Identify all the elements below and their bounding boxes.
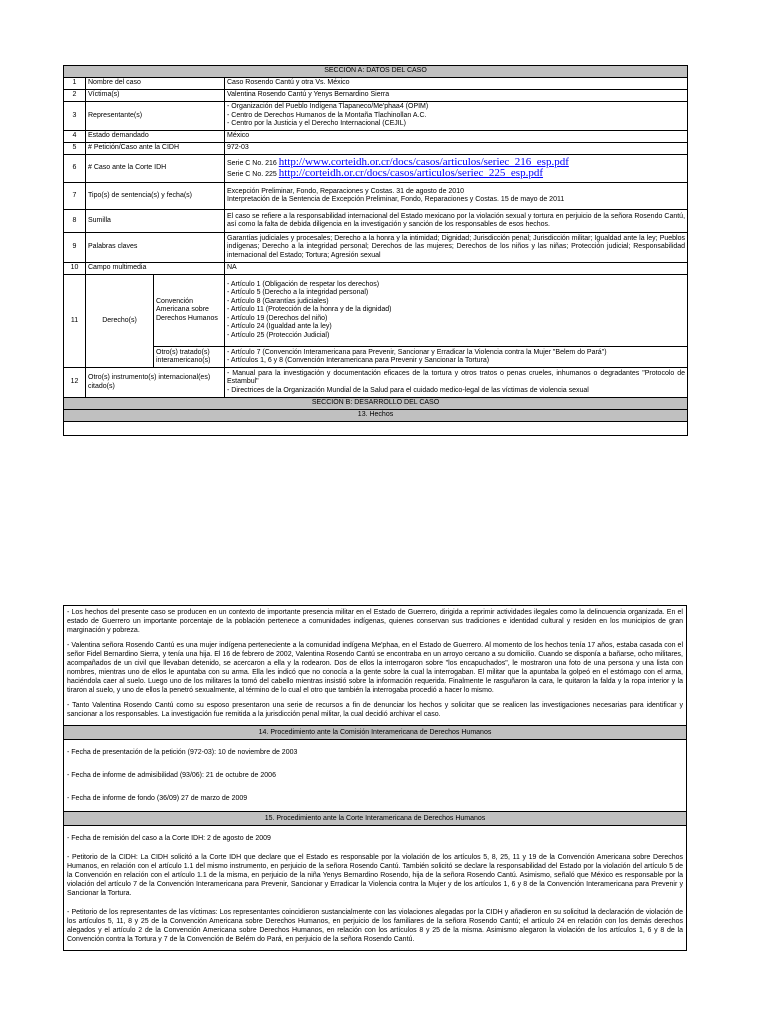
cidh-cell [64, 740, 687, 812]
list-item: - Manual para la investigación y documentación eficaces de la tortura y otros tratos o penas crueles, inhumanos o degradantes "Protocolo de Estambul" [227, 369, 686, 386]
paragraph: - Fecha de informe de admisibilidad (93/06): 21 de octubre de 2006 [67, 772, 276, 779]
row-number: 11 [64, 275, 86, 368]
table-row [64, 155, 688, 183]
summary: El caso se refiere a la responsabilidad internacional del Estado mexicano por la violación sexual y tortura en perjuicio de la señora Rosendo Cantú, así como la falta de debida diligencia en la investigación y sanción de los responsables de esos hechos. [225, 210, 688, 233]
table-row [64, 78, 688, 90]
row-label: Palabras claves [86, 233, 225, 263]
court-procedure-heading: 15. Procedimiento ante la Corte Interamericana de Derechos Humanos [64, 812, 687, 826]
paragraph: - Los hechos del presente caso se producen en un contexto de importante presencia militar en el Estado de Guerrero, dirigida a reprimir actividades ilegales como la delincuencia organizada. En el estado de Guerrero un importante porcentaje de la población pertenece a comunidades indígenas, quienes conservan sus tradiciones e identidad cultural y residen en los municipios de gran marginación y pobreza. [67, 609, 683, 634]
list-item: - Artículo 8 (Garantías judiciales) [227, 297, 329, 305]
list-item: - Artículo 1 (Obligación de respetar los derechos) [227, 281, 380, 289]
table-row [64, 102, 688, 131]
list-item: - Artículo 11 (Protección de la honra y de la dignidad) [227, 306, 392, 314]
other-treaties [225, 347, 688, 368]
page-2 [63, 605, 687, 951]
row-label: Derecho(s) [86, 275, 154, 368]
convention-articles [225, 275, 688, 347]
paragraph: - Valentina señora Rosendo Cantú es una mujer indígena perteneciente a la comunidad indígena Me'phaa, en el Estado de Guerrero. Al momento de los hechos tenía 17 años, estaba casada con el señor Fidel Bernardino Sierra, y tenía una hija. El 16 de febrero de 2002, Valentina Rosendo Cantú se encontraba en un arroyo cercano a su domicilio. Cuando se disponía a bañarse, ocho militares, acompañados de un civil que llevaban detenido, se acercaron a ella y la rodearon. Dos de ellos la interrogaron sobre "los encapuchados", le mostraron una foto de una persona y una lista con nombres, mientras uno de ellos le apuntaba con su arma. Ella les indicó que no conocía a la gente sobre la cual la interrogaban. El militar que la apuntaba la golpeó en el estómago con el arma, haciéndola caer al suelo. Luego uno de los militares la tomó del cabello mientras insistió sobre la información requerida. Finalmente le rasguñaron la cara, le quitaron la falda y la ropa interior y la tiraron al suelo, y uno de ellos la penetró sexualmente, al término de lo cual el otro que también la interrogaba procedió a hacer lo mismo. [67, 642, 683, 694]
row-label: Representante(s) [86, 102, 225, 131]
list-item: - Artículo 7 (Convención Interamericana para Prevenir, Sancionar y Erradicar la Violencia contra la Mujer "Belem do Pará") [227, 348, 607, 356]
table-row [64, 263, 688, 275]
table-row [64, 183, 688, 210]
paragraph: - Tanto Valentina Rosendo Cantú como su esposo presentaron una serie de recursos a fin de denunciar los hechos y solicitar que se realicen las investigaciones necesarias para identificar y sancionar a los responsables. La investigación fue remitida a la jurisdicción penal militar, la cual decidió archivar el caso. [67, 702, 683, 718]
other-instruments [225, 368, 688, 398]
petition-number: 972-03 [225, 143, 688, 155]
row-label: Otro(s) instrumento(s) internacional(es) citado(s) [86, 368, 225, 398]
paragraph: - Petitorio de los representantes de las víctimas: Los representantes coincidieron sustancialmente con las violaciones alegadas por la CIDH y añadieron en su solicitud la declaración de violación de los artículos 5, 11, 8 y 25 de la Convención Americana sobre Derechos Humanos, en perjuicio de los familiares de la señora Rosendo Cantú; el artículo 24 en relación con los demás derechos alegados y el artículo 2 de la Convención Americana sobre Derechos Humanos, en relación con los artículos 8 y 25 de la misma. Asimismo alegaron la violación de los artículos 1, 6 y 8 de la Convención contra la Tortura y 7 de la Convención de Belém do Pará, en perjuicio de la señora Rosendo Cantú. [67, 909, 683, 943]
row-label: # Petición/Caso ante la CIDH [86, 143, 225, 155]
row-label: Nombre del caso [86, 78, 225, 90]
row-label: Tipo(s) de sentencia(s) y fecha(s) [86, 183, 225, 210]
row-number: 5 [64, 143, 86, 155]
representatives [225, 102, 688, 131]
list-item: - Artículo 19 (Derechos del niño) [227, 314, 328, 322]
multimedia: NA [225, 263, 688, 275]
list-item: - Directrices de la Organización Mundial de la Salud para el cuidado medico-legal de las víctimas de violencia sexual [227, 386, 589, 394]
keywords: Garantías judiciales y procesales; Derecho a la honra y la intimidad; Dignidad; Jurisdicción penal; Jurisdicción militar; Igualdad ante la ley; Pueblos indígenas; Derecho a la integridad personal; Derechos de las mujeres; Derechos de los niños y las niñas; Protección judicial; Responsabilidad internacional del Estado; Tortura; Agresión sexual [225, 233, 688, 263]
table-row [64, 740, 687, 812]
list-item: Interpretación de la Sentencia de Excepción Preliminar, Fondo, Reparaciones y Costas. 15 de mayo de 2011 [227, 196, 565, 203]
list-item: - Artículo 24 (Igualdad ante la ley) [227, 323, 332, 331]
sub-label: Otro(s) tratado(s) interamericano(s) [154, 347, 225, 368]
row-number: 8 [64, 210, 86, 233]
table-row [64, 368, 688, 398]
facts-cell [64, 606, 687, 726]
table-row [64, 143, 688, 155]
table-row [64, 606, 687, 726]
row-number: 10 [64, 263, 86, 275]
list-item: Excepción Preliminar, Fondo, Reparaciones y Costas. 31 de agosto de 2010 [227, 187, 464, 195]
row-label: Víctima(s) [86, 90, 225, 102]
paragraph: - Fecha de remisión del caso a la Corte IDH: 2 de agosto de 2009 [67, 835, 271, 842]
list-item: - Centro de Derechos Humanos de la Montaña Tlachinollan A.C. [227, 111, 427, 119]
row-number: 7 [64, 183, 86, 210]
paragraph: - Fecha de informe de fondo (36/09) 27 de marzo de 2009 [67, 795, 248, 802]
table-row [64, 826, 687, 951]
section-b-header: SECCIÓN B: DESARROLLO DEL CASO [64, 398, 688, 410]
sentence-types [225, 183, 688, 210]
table-row [64, 347, 688, 368]
row-number: 9 [64, 233, 86, 263]
case-name: Caso Rosendo Cantú y otra Vs. México [225, 78, 688, 90]
row-number: 3 [64, 102, 86, 131]
court-case-links [225, 155, 688, 183]
state: México [225, 131, 688, 143]
serie-216-link[interactable]: http://www.corteidh.or.cr/docs/casos/articulos/seriec_216_esp.pdf [278, 156, 569, 169]
table-row [64, 275, 688, 347]
page-1 [63, 65, 687, 436]
row-number: 6 [64, 155, 86, 183]
serie-label: Serie C No. 225 [227, 170, 277, 178]
row-number: 12 [64, 368, 86, 398]
paragraph: - Fecha de presentación de la petición (972-03): 10 de noviembre de 2003 [67, 749, 298, 756]
row-number: 1 [64, 78, 86, 90]
table-row [64, 210, 688, 233]
row-label: Sumilla [86, 210, 225, 233]
row-label: # Caso ante la Corte IDH [86, 155, 225, 183]
blank-row [64, 422, 688, 436]
case-data-table [63, 65, 688, 436]
victims: Valentina Rosendo Cantú y Yenys Bernardino Sierra [225, 90, 688, 102]
serie-225-link[interactable]: http://corteidh.or.cr/docs/casos/articulos/seriec_225_esp.pdf [278, 166, 544, 179]
list-item: - Organización del Pueblo Indígena Tlapaneco/Me'phaa4 (OPIM) [227, 103, 429, 111]
row-label: Campo multimedia [86, 263, 225, 275]
list-item: - Centro por la Justicia y el Derecho Internacional (CEJIL) [227, 120, 406, 128]
court-cell [64, 826, 687, 951]
row-label: Estado demandado [86, 131, 225, 143]
sub-label: Convención Americana sobre Derechos Humanos [154, 275, 225, 347]
list-item: - Artículos 1, 6 y 8 (Convención Interamericana para Prevenir y Sancionar la Tortura) [227, 357, 490, 364]
case-development-table [63, 605, 687, 951]
table-row [64, 233, 688, 263]
row-number: 2 [64, 90, 86, 102]
table-row [64, 131, 688, 143]
list-item: - Artículo 5 (Derecho a la integridad personal) [227, 289, 369, 297]
section-a-header: SECCIÓN A: DATOS DEL CASO [64, 66, 688, 78]
list-item: - Artículo 25 (Protección Judicial) [227, 331, 330, 339]
row-number: 4 [64, 131, 86, 143]
hechos-heading: 13. Hechos [64, 410, 688, 422]
serie-label: Serie C No. 216 [227, 160, 277, 168]
paragraph: - Petitorio de la CIDH: La CIDH solicitó a la Corte IDH que declare que el Estado es responsable por la violación de los artículos 5, 8, 25, 11 y 19 de la Convención Americana sobre Derechos Humanos, en relación con el artículo 1.1 del mismo instrumento, en perjuicio de la señora Rosendo Cantú. También solicitó se declare la responsabilidad del Estado por la violación del artículo 5 de la Convención en relación con el artículo 1.1 de la misma, en perjuicio de la niña Yenys Bernardino Rosendo, hija de la señora Rosendo Cantú. Asimismo, señaló que México es responsable por la violación del artículo 7 de la Convención Interamericana para Prevenir, Sancionar y Erradicar la Violencia contra la Mujer y de los artículos 1, 6 y 8 de la Convención Interamericana para Prevenir y Sancionar la Tortura. [67, 854, 683, 897]
cidh-procedure-heading: 14. Procedimiento ante la Comisión Interamericana de Derechos Humanos [64, 726, 687, 740]
table-row [64, 90, 688, 102]
